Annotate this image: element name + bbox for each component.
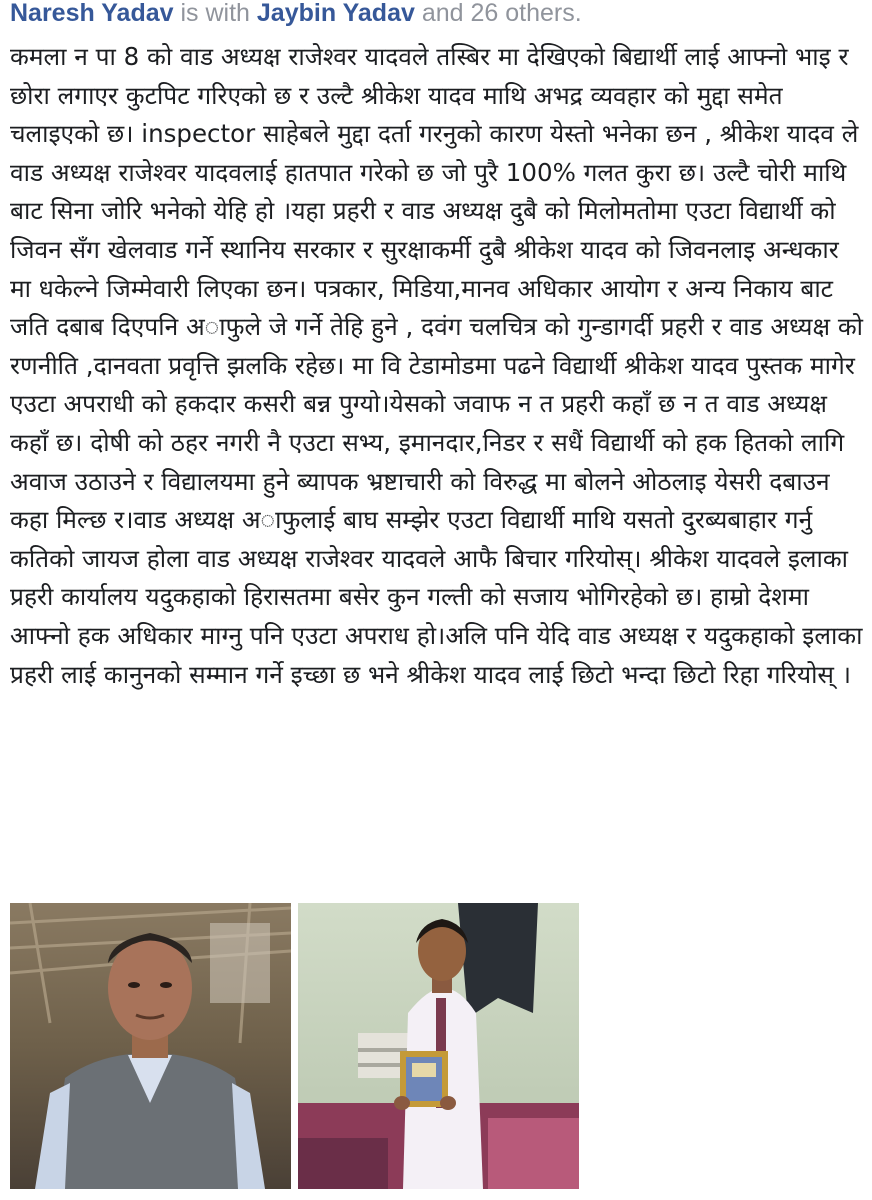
- tagged-user-link[interactable]: Jaybin Yadav: [256, 0, 415, 27]
- post-header: [10, 0, 870, 30]
- photo-man-image: [10, 903, 291, 1189]
- photo-student[interactable]: [298, 903, 579, 1189]
- author-name-link[interactable]: Naresh Yadav: [10, 0, 174, 27]
- others-link[interactable]: 26 others: [470, 0, 575, 27]
- is-with-text: is with: [173, 0, 257, 27]
- photo-man[interactable]: [10, 903, 291, 1189]
- post-text: कमला न पा 8 को वाड अध्यक्ष राजेश्वर यादवले तस्बिर मा देखिएको बिद्यार्थी लाई आफ्नो भाइ र छोरा लगाएर कुटपिट गरिएको छ र उल्टै श्रीकेश यादव माथि अभद्र व्यवहार को मुद्दा समेत चलाइएको छ। inspector साहेबले मुद्दा दर्ता गरनुको कारण येस्तो भनेका छन , श्रीकेश यादव ले वाड अध्यक्ष राजेश्वर यादवलाई हातपात गरेको छ जो पुरै 100% गलत कुरा छ। उल्टै चोरी माथि बाट सिना जोरि भनेको येहि हो ।यहा प्रहरी र वाड अध्यक्ष दुबै को मिलोमतोमा एउटा विद्यार्थी को जिवन सँग खेलवाड गर्ने स्थानिय सरकार र सुरक्षाकर्मी दुबै श्रीकेश यादव को जिवनलाइ अन्धकार मा धकेल्ने जिम्मेवारी लिएका छन। पत्रकार, मिडिया,मानव अधिकार आयोग र अन्य निकाय बाट जति दबाब दिएपनि अाफुले जे गर्ने तेहि हुने , दवंग चलचित्र को गुन्डागर्दी प्रहरी र वाड अध्यक्ष को रणनीति ,दानवता प्रवृत्ति झलकि रहेछ। मा वि टेडामोडमा पढने विद्यार्थी श्रीकेश यादव पुस्तक मागेर एउटा अपराधी को हकदार कसरी बन्न पुग्यो।येसको जवाफ न त प्रहरी कहाँ छ न त वाड अध्यक्ष कहाँ छ। दोषी को ठहर नगरी नै एउटा सभ्य, इमानदार,निडर र सधैं विद्यार्थी को हक हितको लागि अवाज उठाउने र विद्यालयमा हुने ब्यापक भ्रष्टाचारी को विरुद्ध मा बोलने ओठलाइ येसरी दबाउन कहा मिल्छ र।वाड अध्यक्ष अाफुलाई बाघ सम्झेर एउटा विद्यार्थी माथि यसतो दुरब्यबाहार गर्नु कतिको जायज होला वाड अध्यक्ष राजेश्वर यादवले आफै बिचार गरियोस्। श्रीकेश यादवले इलाका प्रहरी कार्यालय यदुकहाको हिरासतमा बसेर कुन गल्ती को सजाय भोगिरहेको छ। हाम्रो देशमा आफ्नो हक अधिकार माग्नु पनि एउटा अपराध हो।अलि पनि येदि वाड अध्यक्ष र यदुकहाको इलाका प्रहरी लाई कानुनको सम्मान गर्ने इच्छा छ भने श्रीकेश यादव लाई छिटो भन्दा छिटो रिहा गरियोस् ।: [10, 42, 864, 689]
- header-period: .: [574, 0, 582, 27]
- and-text: and: [414, 0, 471, 27]
- photo-student-image: [298, 903, 579, 1189]
- photo-grid: [10, 903, 868, 1189]
